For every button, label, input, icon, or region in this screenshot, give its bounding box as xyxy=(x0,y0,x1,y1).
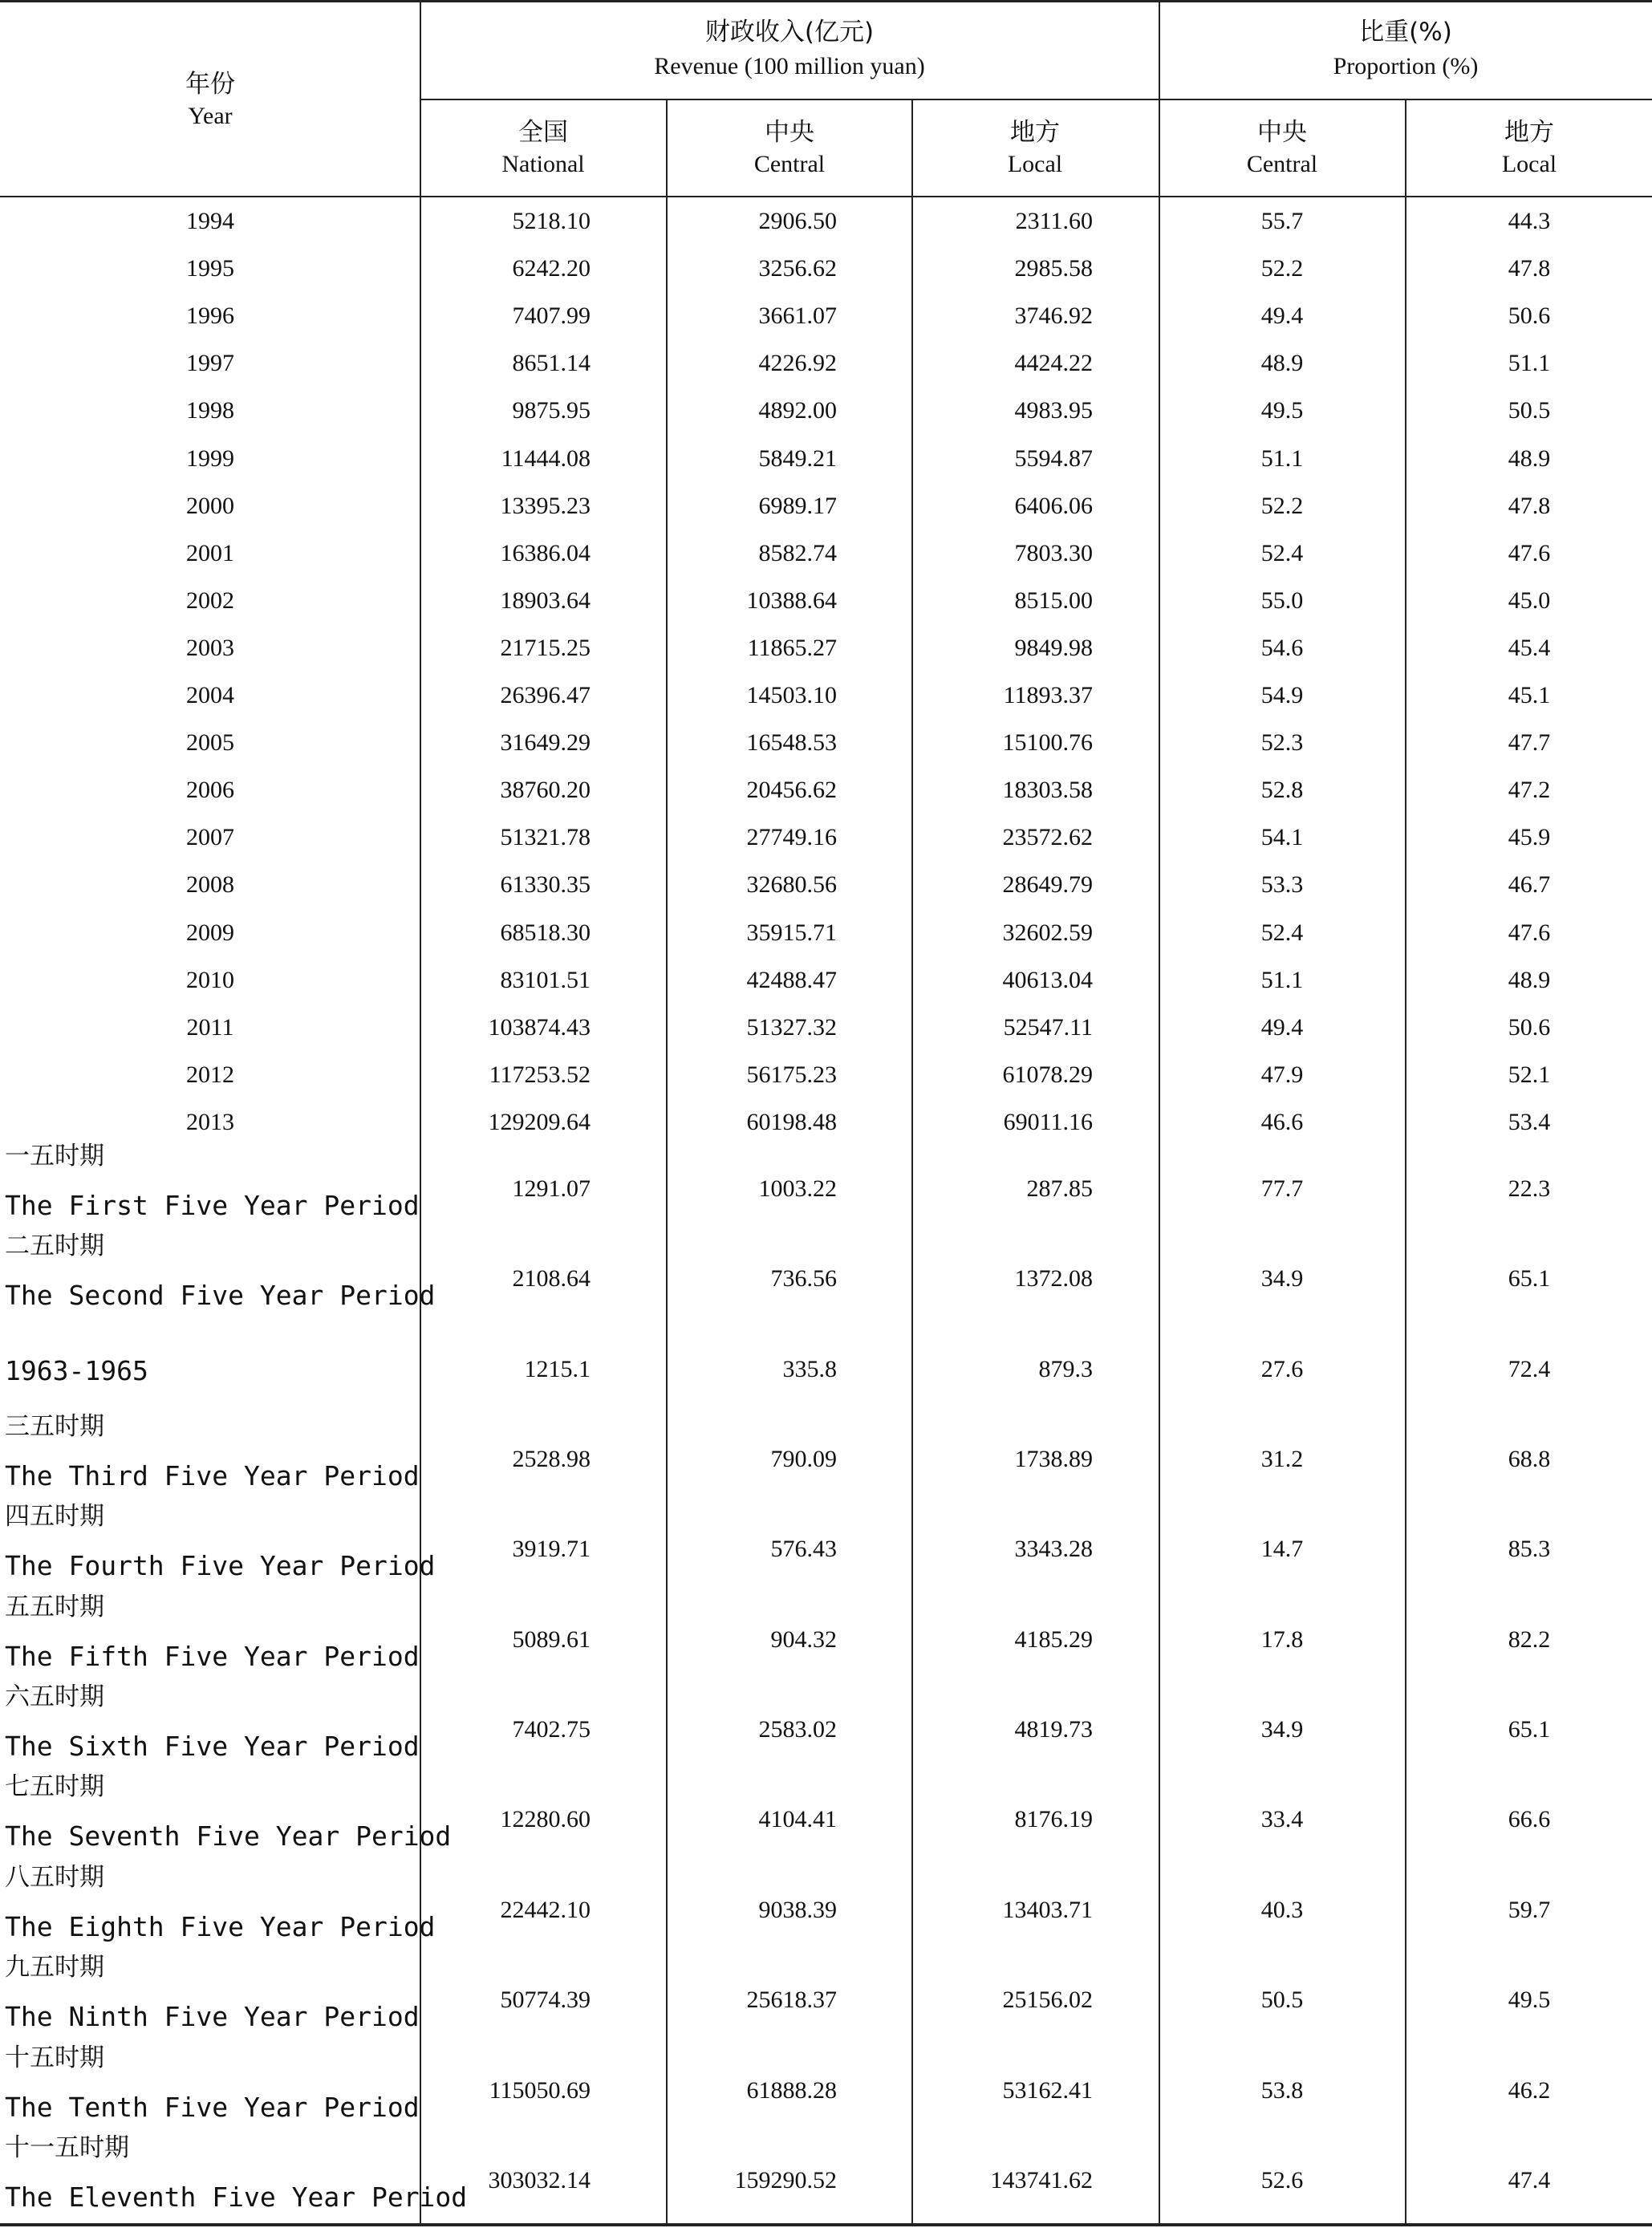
value-cell: 4892.00 xyxy=(758,397,837,424)
col-divider-year xyxy=(420,0,421,2225)
value-cell: 4185.29 xyxy=(1014,1626,1093,1653)
value-cell: 46.2 xyxy=(1508,2077,1551,2104)
year-cell: 1995 xyxy=(186,255,234,282)
value-cell: 2985.58 xyxy=(1014,255,1093,282)
period-label-zh: 一五时期 xyxy=(5,1142,104,1171)
value-cell: 4819.73 xyxy=(1014,1716,1093,1743)
value-cell: 47.7 xyxy=(1508,729,1551,756)
header-prop-central-zh: 中央 xyxy=(1257,118,1307,147)
value-cell: 60198.48 xyxy=(746,1109,837,1135)
header-proportion-zh: 比重(%) xyxy=(1359,18,1452,47)
value-cell: 52547.11 xyxy=(1003,1014,1093,1041)
value-cell: 2311.60 xyxy=(1015,208,1093,234)
year-cell: 2000 xyxy=(186,493,234,519)
value-cell: 53.4 xyxy=(1508,1109,1551,1135)
year-cell: 1996 xyxy=(186,302,234,329)
period-label-en: The Fourth Five Year Period xyxy=(5,1550,436,1581)
value-cell: 790.09 xyxy=(770,1446,837,1472)
value-cell: 68.8 xyxy=(1508,1446,1551,1472)
value-cell: 9849.98 xyxy=(1014,635,1093,661)
value-cell: 13395.23 xyxy=(500,493,591,519)
value-cell: 31.2 xyxy=(1260,1446,1304,1472)
value-cell: 8582.74 xyxy=(758,540,837,566)
value-cell: 66.6 xyxy=(1508,1806,1551,1832)
period-label-en: The Third Five Year Period xyxy=(5,1460,420,1491)
value-cell: 51321.78 xyxy=(500,824,591,850)
header-revenue-en: Revenue (100 million yuan) xyxy=(654,53,925,79)
value-cell: 83101.51 xyxy=(500,967,591,993)
value-cell: 159290.52 xyxy=(734,2167,837,2194)
value-cell: 69011.16 xyxy=(1003,1109,1093,1135)
value-cell: 21715.25 xyxy=(500,635,591,661)
period-label-zh: 六五时期 xyxy=(5,1682,104,1711)
header-central-en: Central xyxy=(753,151,826,177)
header-prop-local-en: Local xyxy=(1501,151,1557,177)
value-cell: 3746.92 xyxy=(1014,302,1093,329)
value-cell: 51327.32 xyxy=(746,1014,837,1041)
value-cell: 48.9 xyxy=(1508,967,1551,993)
col-divider-central xyxy=(911,99,913,2225)
value-cell: 2906.50 xyxy=(758,208,837,234)
period-label-en: The Sixth Five Year Period xyxy=(5,1731,420,1762)
value-cell: 3256.62 xyxy=(758,255,837,282)
value-cell: 50.6 xyxy=(1508,1014,1551,1041)
year-cell: 2005 xyxy=(186,729,234,756)
value-cell: 7407.99 xyxy=(512,302,591,329)
year-cell: 2001 xyxy=(186,540,234,566)
header-national-en: National xyxy=(501,151,585,177)
value-cell: 77.7 xyxy=(1260,1175,1304,1202)
value-cell: 52.8 xyxy=(1260,777,1304,803)
header-revenue-zh: 财政收入(亿元) xyxy=(704,18,875,47)
value-cell: 44.3 xyxy=(1508,208,1551,234)
year-cell: 2003 xyxy=(186,635,234,661)
value-cell: 9038.39 xyxy=(758,1897,837,1923)
col-divider-national xyxy=(666,99,668,2225)
value-cell: 47.6 xyxy=(1508,919,1551,946)
value-cell: 48.9 xyxy=(1260,350,1304,376)
header-proportion-en: Proportion (%) xyxy=(1333,53,1479,79)
value-cell: 47.4 xyxy=(1508,2167,1551,2194)
year-cell: 2004 xyxy=(186,682,234,708)
period-label-en: 1963-1965 xyxy=(5,1355,148,1386)
value-cell: 14503.10 xyxy=(746,682,837,708)
value-cell: 28649.79 xyxy=(1002,871,1093,898)
value-cell: 2108.64 xyxy=(512,1265,591,1292)
value-cell: 52.1 xyxy=(1508,1061,1551,1088)
value-cell: 32602.59 xyxy=(1002,919,1093,946)
value-cell: 27749.16 xyxy=(746,824,837,850)
value-cell: 49.4 xyxy=(1260,302,1304,329)
value-cell: 49.4 xyxy=(1260,1014,1304,1041)
value-cell: 38760.20 xyxy=(500,777,591,803)
value-cell: 51.1 xyxy=(1260,967,1304,993)
value-cell: 303032.14 xyxy=(488,2167,591,2194)
value-cell: 143741.62 xyxy=(990,2167,1093,2194)
period-label-zh: 四五时期 xyxy=(5,1502,104,1531)
value-cell: 34.9 xyxy=(1260,1716,1304,1743)
value-cell: 16548.53 xyxy=(746,729,837,756)
value-cell: 53.3 xyxy=(1260,871,1304,898)
year-cell: 2009 xyxy=(186,919,234,946)
period-label-en: The Tenth Five Year Period xyxy=(5,2092,420,2123)
year-cell: 1998 xyxy=(186,397,234,424)
value-cell: 51.1 xyxy=(1260,445,1304,472)
header-prop-central-en: Central xyxy=(1246,151,1318,177)
value-cell: 45.9 xyxy=(1508,824,1551,850)
value-cell: 18903.64 xyxy=(500,587,591,614)
value-cell: 4983.95 xyxy=(1014,397,1093,424)
year-cell: 2006 xyxy=(186,777,234,803)
value-cell: 11865.27 xyxy=(747,635,837,661)
value-cell: 904.32 xyxy=(770,1626,837,1653)
value-cell: 47.6 xyxy=(1508,540,1551,566)
value-cell: 5849.21 xyxy=(758,445,837,472)
header-central-zh: 中央 xyxy=(765,118,814,147)
header-mid-rule xyxy=(420,99,1652,100)
value-cell: 47.8 xyxy=(1508,255,1551,282)
value-cell: 20456.62 xyxy=(746,777,837,803)
period-label-en: The Eleventh Five Year Period xyxy=(5,2181,468,2213)
value-cell: 11893.37 xyxy=(1003,682,1093,708)
top-rule xyxy=(0,0,1652,2)
value-cell: 11444.08 xyxy=(501,445,591,472)
value-cell: 52.6 xyxy=(1260,2167,1304,2194)
year-cell: 1997 xyxy=(186,350,234,376)
value-cell: 17.8 xyxy=(1260,1626,1304,1653)
value-cell: 6406.06 xyxy=(1014,493,1093,519)
value-cell: 2528.98 xyxy=(512,1446,591,1472)
col-divider-local xyxy=(1159,0,1160,2225)
period-label-zh: 七五时期 xyxy=(5,1772,104,1801)
value-cell: 50.5 xyxy=(1508,397,1551,424)
value-cell: 3343.28 xyxy=(1014,1536,1093,1562)
value-cell: 50.5 xyxy=(1260,1987,1304,2013)
value-cell: 879.3 xyxy=(1038,1356,1093,1382)
value-cell: 4104.41 xyxy=(758,1806,837,1832)
value-cell: 42488.47 xyxy=(746,967,837,993)
value-cell: 61078.29 xyxy=(1002,1061,1093,1088)
value-cell: 4424.22 xyxy=(1014,350,1093,376)
value-cell: 33.4 xyxy=(1260,1806,1304,1832)
value-cell: 45.4 xyxy=(1508,635,1551,661)
value-cell: 40.3 xyxy=(1260,1897,1304,1923)
value-cell: 10388.64 xyxy=(746,587,837,614)
value-cell: 46.7 xyxy=(1508,871,1551,898)
value-cell: 335.8 xyxy=(782,1356,837,1382)
value-cell: 5218.10 xyxy=(512,208,591,234)
value-cell: 26396.47 xyxy=(500,682,591,708)
header-local-zh: 地方 xyxy=(1010,118,1060,147)
header-year-zh: 年份 xyxy=(185,70,235,99)
value-cell: 8515.00 xyxy=(1014,587,1093,614)
value-cell: 6242.20 xyxy=(512,255,591,282)
period-label-en: The First Five Year Period xyxy=(5,1190,420,1221)
value-cell: 736.56 xyxy=(770,1265,837,1292)
value-cell: 52.4 xyxy=(1260,919,1304,946)
value-cell: 54.1 xyxy=(1260,824,1304,850)
value-cell: 22442.10 xyxy=(500,1897,591,1923)
value-cell: 31649.29 xyxy=(500,729,591,756)
value-cell: 48.9 xyxy=(1508,445,1551,472)
period-label-en: The Ninth Five Year Period xyxy=(5,2001,420,2032)
value-cell: 47.2 xyxy=(1508,777,1551,803)
value-cell: 61330.35 xyxy=(500,871,591,898)
period-label-en: The Eighth Five Year Period xyxy=(5,1911,436,1942)
period-label-en: The Second Five Year Period xyxy=(5,1280,436,1311)
value-cell: 45.0 xyxy=(1508,587,1551,614)
value-cell: 65.1 xyxy=(1508,1716,1551,1743)
value-cell: 14.7 xyxy=(1260,1536,1304,1562)
year-cell: 2011 xyxy=(186,1014,234,1041)
col-divider-prop-central xyxy=(1405,99,1406,2225)
value-cell: 25156.02 xyxy=(1002,1987,1093,2013)
value-cell: 47.8 xyxy=(1508,493,1551,519)
value-cell: 5089.61 xyxy=(512,1626,591,1653)
period-label-zh: 十一五时期 xyxy=(5,2133,129,2162)
value-cell: 34.9 xyxy=(1260,1265,1304,1292)
value-cell: 18303.58 xyxy=(1002,777,1093,803)
value-cell: 1215.1 xyxy=(524,1356,591,1382)
value-cell: 53.8 xyxy=(1260,2077,1304,2104)
value-cell: 32680.56 xyxy=(746,871,837,898)
header-local-en: Local xyxy=(1007,151,1063,177)
year-cell: 2007 xyxy=(186,824,234,850)
value-cell: 25618.37 xyxy=(746,1987,837,2013)
value-cell: 52.4 xyxy=(1260,540,1304,566)
value-cell: 61888.28 xyxy=(746,2077,837,2104)
value-cell: 8176.19 xyxy=(1014,1806,1093,1832)
year-cell: 1999 xyxy=(186,445,234,472)
value-cell: 50.6 xyxy=(1508,302,1551,329)
value-cell: 6989.17 xyxy=(758,493,837,519)
value-cell: 7803.30 xyxy=(1014,540,1093,566)
value-cell: 103874.43 xyxy=(488,1014,591,1041)
value-cell: 40613.04 xyxy=(1002,967,1093,993)
period-label-zh: 八五时期 xyxy=(5,1863,104,1892)
header-national-zh: 全国 xyxy=(518,118,568,147)
value-cell: 85.3 xyxy=(1508,1536,1551,1562)
year-cell: 2010 xyxy=(186,967,234,993)
value-cell: 576.43 xyxy=(770,1536,837,1562)
value-cell: 59.7 xyxy=(1508,1897,1551,1923)
value-cell: 52.2 xyxy=(1260,493,1304,519)
value-cell: 287.85 xyxy=(1026,1175,1093,1202)
header-year-en: Year xyxy=(188,103,233,129)
value-cell: 51.1 xyxy=(1508,350,1551,376)
year-cell: 2008 xyxy=(186,871,234,898)
value-cell: 49.5 xyxy=(1260,397,1304,424)
value-cell: 65.1 xyxy=(1508,1265,1551,1292)
value-cell: 3919.71 xyxy=(512,1536,591,1562)
value-cell: 55.7 xyxy=(1260,208,1304,234)
value-cell: 13403.71 xyxy=(1002,1897,1093,1923)
value-cell: 52.2 xyxy=(1260,255,1304,282)
value-cell: 129209.64 xyxy=(488,1109,591,1135)
value-cell: 2583.02 xyxy=(758,1716,837,1743)
value-cell: 117253.52 xyxy=(489,1061,591,1088)
value-cell: 115050.69 xyxy=(489,2077,591,2104)
value-cell: 1003.22 xyxy=(758,1175,837,1202)
year-cell: 1994 xyxy=(186,208,234,234)
value-cell: 46.6 xyxy=(1260,1109,1304,1135)
value-cell: 1291.07 xyxy=(512,1175,591,1202)
period-label-zh: 三五时期 xyxy=(5,1412,104,1441)
value-cell: 52.3 xyxy=(1260,729,1304,756)
value-cell: 23572.62 xyxy=(1002,824,1093,850)
value-cell: 68518.30 xyxy=(500,919,591,946)
value-cell: 1372.08 xyxy=(1014,1265,1093,1292)
value-cell: 9875.95 xyxy=(512,397,591,424)
year-cell: 2012 xyxy=(186,1061,234,1088)
value-cell: 22.3 xyxy=(1508,1175,1551,1202)
value-cell: 16386.04 xyxy=(500,540,591,566)
value-cell: 56175.23 xyxy=(746,1061,837,1088)
value-cell: 72.4 xyxy=(1508,1356,1551,1382)
value-cell: 54.6 xyxy=(1260,635,1304,661)
value-cell: 53162.41 xyxy=(1002,2077,1093,2104)
value-cell: 7402.75 xyxy=(512,1716,591,1743)
value-cell: 47.9 xyxy=(1260,1061,1304,1088)
value-cell: 35915.71 xyxy=(746,919,837,946)
period-label-zh: 二五时期 xyxy=(5,1232,104,1260)
header-prop-local-zh: 地方 xyxy=(1504,118,1554,147)
period-label-zh: 九五时期 xyxy=(5,1953,104,1982)
year-cell: 2002 xyxy=(186,587,234,614)
value-cell: 5594.87 xyxy=(1014,445,1093,472)
period-label-en: The Seventh Five Year Period xyxy=(5,1820,452,1852)
period-label-zh: 十五时期 xyxy=(5,2043,104,2072)
value-cell: 27.6 xyxy=(1260,1356,1304,1382)
value-cell: 8651.14 xyxy=(512,350,591,376)
value-cell: 54.9 xyxy=(1260,682,1304,708)
value-cell: 12280.60 xyxy=(500,1806,591,1832)
value-cell: 15100.76 xyxy=(1002,729,1093,756)
value-cell: 49.5 xyxy=(1508,1987,1551,2013)
value-cell: 82.2 xyxy=(1508,1626,1551,1653)
value-cell: 3661.07 xyxy=(758,302,837,329)
year-cell: 2013 xyxy=(186,1109,234,1135)
period-label-en: The Fifth Five Year Period xyxy=(5,1641,420,1672)
value-cell: 4226.92 xyxy=(758,350,837,376)
value-cell: 45.1 xyxy=(1508,682,1551,708)
value-cell: 55.0 xyxy=(1260,587,1304,614)
value-cell: 1738.89 xyxy=(1014,1446,1093,1472)
value-cell: 50774.39 xyxy=(500,1987,591,2013)
period-label-zh: 五五时期 xyxy=(5,1593,104,1621)
